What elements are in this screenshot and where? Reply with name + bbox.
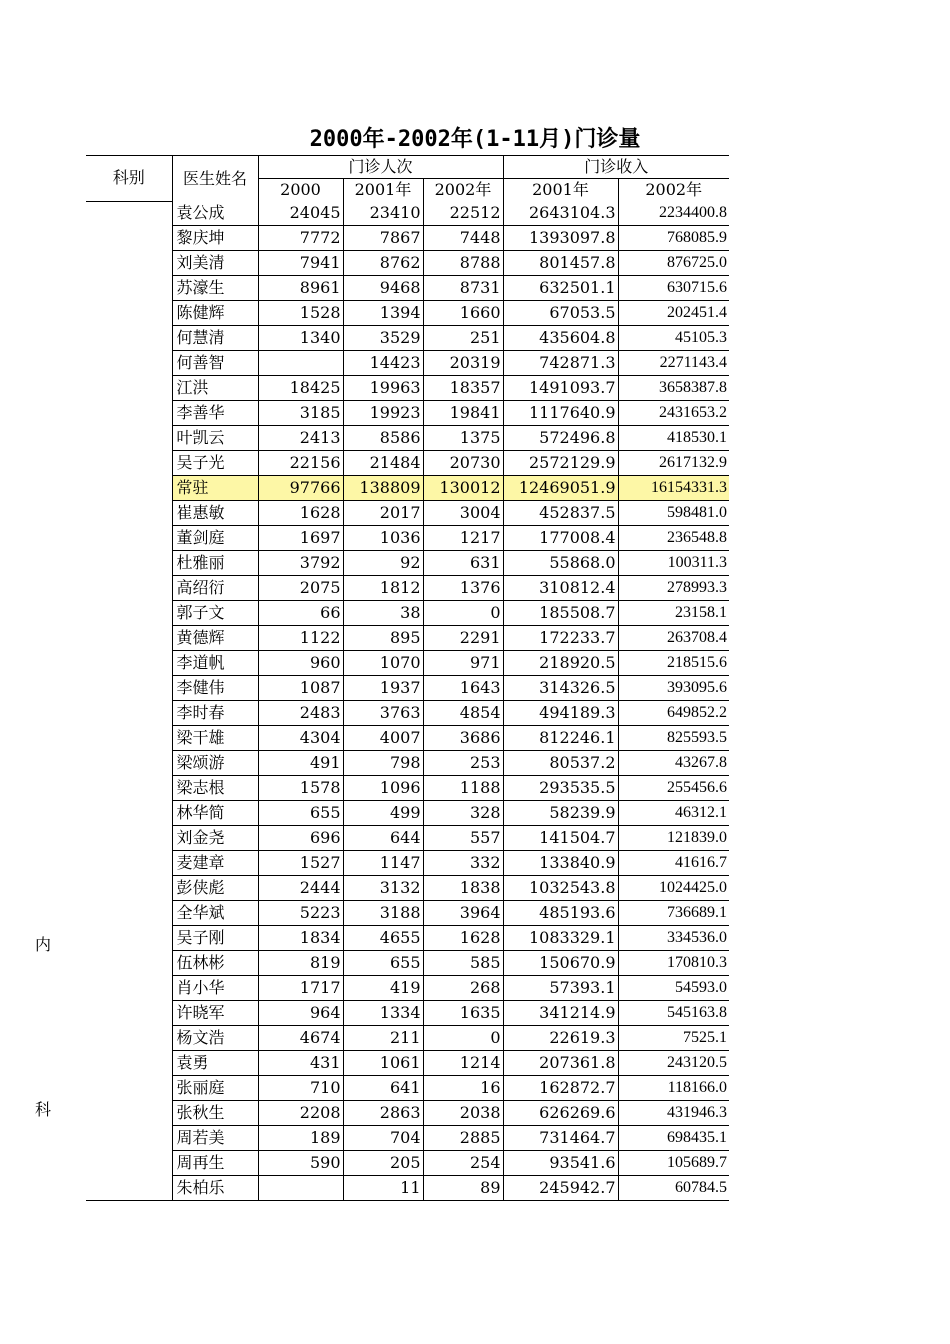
doctor-name-cell: 全华斌: [172, 901, 258, 926]
income-2001-cell: 133840.9: [503, 851, 618, 876]
income-2002-cell: 218515.6: [667, 654, 727, 671]
visits-2002-cell: 251: [423, 326, 503, 351]
table-row: [86, 701, 729, 726]
table-row: [86, 276, 729, 301]
income-2002-cell: 7525.1: [683, 1029, 727, 1046]
income-2001-cell: 185508.7: [503, 601, 618, 626]
doctor-name-cell: 梁颂游: [172, 751, 258, 776]
table-row: [86, 426, 729, 451]
table-row: [86, 1026, 729, 1051]
doctor-name-cell: 彭侠彪: [172, 876, 258, 901]
income-2002-cell: 118166.0: [667, 1079, 727, 1096]
visits-2000-cell: 1834: [258, 926, 343, 951]
doctor-name-cell: 刘美清: [172, 251, 258, 276]
visits-2001-cell: 1036: [343, 526, 423, 551]
income-2001-cell: 435604.8: [503, 326, 618, 351]
visits-2001-cell: 3763: [343, 701, 423, 726]
table-row: [86, 401, 729, 426]
doctor-name-cell: 吴子刚: [172, 926, 258, 951]
table-row: [86, 851, 729, 876]
visits-2001-cell: 1147: [343, 851, 423, 876]
visits-2001-cell: 1070: [343, 651, 423, 676]
visits-2000-cell: 590: [258, 1151, 343, 1176]
visits-2001-cell: 138809: [343, 476, 423, 501]
visits-2002-cell: 253: [423, 751, 503, 776]
visits-2001-cell: 704: [343, 1126, 423, 1151]
doctor-name-cell: 梁志根: [172, 776, 258, 801]
income-2001-cell: 626269.6: [503, 1101, 618, 1126]
income-2001-cell: 1083329.1: [503, 926, 618, 951]
visits-2000-cell: 1697: [258, 526, 343, 551]
visits-2001-cell: 19963: [343, 376, 423, 401]
visits-2000-cell: 491: [258, 751, 343, 776]
income-2002-cell: 278993.3: [667, 579, 727, 596]
doctor-name-cell: 林华简: [172, 801, 258, 826]
table-row: [86, 1076, 729, 1101]
visits-2002-cell: 631: [423, 551, 503, 576]
doctor-name-cell: 董剑庭: [172, 526, 258, 551]
visits-2001-cell: 211: [343, 1026, 423, 1051]
income-2002-cell: 202451.4: [667, 304, 727, 321]
income-2001-cell: 58239.9: [503, 801, 618, 826]
table-row: [86, 1051, 729, 1076]
doctor-name-cell: 李时春: [172, 701, 258, 726]
table-row: [86, 726, 729, 751]
table-row: [86, 801, 729, 826]
doctor-name-cell: 黄德辉: [172, 626, 258, 651]
visits-2000-cell: 1087: [258, 676, 343, 701]
header-visits-group: 门诊人次: [348, 157, 413, 176]
visits-2002-cell: 0: [423, 601, 503, 626]
doctor-name-cell: 常驻: [172, 476, 258, 501]
table-row: [86, 776, 729, 801]
doctor-name-cell: 李善华: [172, 401, 258, 426]
table-row: [86, 251, 729, 276]
income-2001-cell: 162872.7: [503, 1076, 618, 1101]
doctor-name-cell: 郭子文: [172, 601, 258, 626]
visits-2001-cell: 21484: [343, 451, 423, 476]
income-2001-cell: 314326.5: [503, 676, 618, 701]
income-2002-cell: 431946.3: [667, 1104, 727, 1121]
visits-2000-cell: 960: [258, 651, 343, 676]
visits-2001-cell: 7867: [343, 226, 423, 251]
doctor-name-cell: 袁勇: [172, 1051, 258, 1076]
visits-2002-cell: 254: [423, 1151, 503, 1176]
income-2001-cell: 141504.7: [503, 826, 618, 851]
income-2001-cell: 177008.4: [503, 526, 618, 551]
doctor-name-cell: 叶凯云: [172, 426, 258, 451]
visits-2001-cell: 8586: [343, 426, 423, 451]
table-row: [86, 1001, 729, 1026]
visits-2001-cell: 14423: [343, 351, 423, 376]
table-row: [86, 1151, 729, 1176]
table-row: [86, 551, 729, 576]
income-2002-cell: 46312.1: [675, 804, 727, 821]
table-row: [86, 526, 729, 551]
doctor-name-cell: 肖小华: [172, 976, 258, 1001]
table-row: [86, 876, 729, 901]
visits-2001-cell: 1096: [343, 776, 423, 801]
table-row: [86, 676, 729, 701]
visits-2002-cell: 130012: [423, 476, 503, 501]
doctor-name-cell: 李道帆: [172, 651, 258, 676]
visits-2001-cell: 419: [343, 976, 423, 1001]
visits-2002-cell: 1376: [423, 576, 503, 601]
dept-cell: [86, 201, 172, 1201]
visits-2000-cell: 1528: [258, 301, 343, 326]
visits-2002-cell: 332: [423, 851, 503, 876]
doctor-name-cell: 伍林彬: [172, 951, 258, 976]
visits-2000-cell: 2444: [258, 876, 343, 901]
visits-2002-cell: 1660: [423, 301, 503, 326]
table-row: [86, 326, 729, 351]
visits-2001-cell: 11: [343, 1176, 423, 1201]
visits-2002-cell: 3004: [423, 501, 503, 526]
table-row: [86, 476, 729, 501]
table-row: [86, 226, 729, 251]
income-2001-cell: 293535.5: [503, 776, 618, 801]
visits-2001-cell: 655: [343, 951, 423, 976]
income-2002-cell: 825593.5: [667, 729, 727, 746]
visits-2000-cell: 1527: [258, 851, 343, 876]
visits-2001-cell: 3529: [343, 326, 423, 351]
income-2001-cell: 93541.6: [503, 1151, 618, 1176]
header-income-2002: 2002年: [645, 180, 703, 199]
visits-2002-cell: 20730: [423, 451, 503, 476]
visits-2000-cell: [258, 351, 343, 376]
visits-2000-cell: 66: [258, 601, 343, 626]
doctor-name-cell: 袁公成: [172, 201, 258, 226]
visits-2000-cell: 3792: [258, 551, 343, 576]
doctor-name-cell: 崔惠敏: [172, 501, 258, 526]
table-row: [86, 601, 729, 626]
income-2001-cell: 1032543.8: [503, 876, 618, 901]
income-2001-cell: 310812.4: [503, 576, 618, 601]
income-2001-cell: 1117640.9: [503, 401, 618, 426]
visits-2001-cell: 641: [343, 1076, 423, 1101]
visits-2002-cell: 89: [423, 1176, 503, 1201]
income-2002-cell: 2271143.4: [659, 354, 727, 371]
income-2001-cell: 57393.1: [503, 976, 618, 1001]
table-row: [86, 1101, 729, 1126]
visits-2000-cell: 18425: [258, 376, 343, 401]
income-2001-cell: 742871.3: [503, 351, 618, 376]
visits-2002-cell: 2291: [423, 626, 503, 651]
doctor-name-cell: 张丽庭: [172, 1076, 258, 1101]
doctor-name-cell: 吴子光: [172, 451, 258, 476]
income-2002-cell: 60784.5: [675, 1179, 727, 1196]
income-2002-cell: 243120.5: [667, 1054, 727, 1071]
income-2002-cell: 23158.1: [675, 604, 727, 621]
visits-2000-cell: 2208: [258, 1101, 343, 1126]
visits-2001-cell: 1937: [343, 676, 423, 701]
visits-2002-cell: 20319: [423, 351, 503, 376]
income-2001-cell: 207361.8: [503, 1051, 618, 1076]
income-2001-cell: 341214.9: [503, 1001, 618, 1026]
doctor-name-cell: 陈健辉: [172, 301, 258, 326]
visits-2000-cell: 97766: [258, 476, 343, 501]
table-row: [86, 376, 729, 401]
header-dept: 科别: [112, 168, 145, 188]
doctor-name-cell: 杜雅丽: [172, 551, 258, 576]
visits-2002-cell: 18357: [423, 376, 503, 401]
visits-2001-cell: 205: [343, 1151, 423, 1176]
income-2001-cell: 245942.7: [503, 1176, 618, 1201]
visits-2000-cell: 7941: [258, 251, 343, 276]
header-visits-2002: 2002年: [423, 179, 503, 202]
visits-2000-cell: 1122: [258, 626, 343, 651]
income-2001-cell: 572496.8: [503, 426, 618, 451]
doctor-name-cell: 黎庆坤: [172, 226, 258, 251]
income-2002-cell: 768085.9: [667, 229, 727, 246]
doctor-name-cell: 李健伟: [172, 676, 258, 701]
doctor-name-cell: 梁干雄: [172, 726, 258, 751]
table-row: [86, 576, 729, 601]
visits-2002-cell: 4854: [423, 701, 503, 726]
income-2002-cell: 43267.8: [675, 754, 727, 771]
doctor-name-cell: 江洪: [172, 376, 258, 401]
visits-2001-cell: 3188: [343, 901, 423, 926]
visits-2001-cell: 1061: [343, 1051, 423, 1076]
income-2002-cell: 3658387.8: [659, 379, 727, 396]
visits-2001-cell: 19923: [343, 401, 423, 426]
visits-2002-cell: 1217: [423, 526, 503, 551]
doctor-name-cell: 周再生: [172, 1151, 258, 1176]
income-2001-cell: 80537.2: [503, 751, 618, 776]
income-2001-cell: 218920.5: [503, 651, 618, 676]
visits-2002-cell: 1188: [423, 776, 503, 801]
visits-2000-cell: 1717: [258, 976, 343, 1001]
visits-2002-cell: 3964: [423, 901, 503, 926]
income-2002-cell: 2617132.9: [659, 454, 727, 471]
visits-2001-cell: 895: [343, 626, 423, 651]
header-income-group: 门诊收入: [503, 156, 729, 179]
visits-2000-cell: [258, 1176, 343, 1201]
visits-2000-cell: 2075: [258, 576, 343, 601]
doctor-name-cell: 高绍衍: [172, 576, 258, 601]
header-doctor: 医生姓名: [172, 156, 258, 202]
table-row: [86, 976, 729, 1001]
visits-2002-cell: 1838: [423, 876, 503, 901]
visits-2000-cell: 4304: [258, 726, 343, 751]
visits-2000-cell: 4674: [258, 1026, 343, 1051]
visits-2000-cell: 1340: [258, 326, 343, 351]
doctor-name-cell: 杨文浩: [172, 1026, 258, 1051]
visits-2001-cell: 644: [343, 826, 423, 851]
visits-2001-cell: 92: [343, 551, 423, 576]
income-2002-cell: 263708.4: [667, 629, 727, 646]
visits-2000-cell: 655: [258, 801, 343, 826]
income-2001-cell: 801457.8: [503, 251, 618, 276]
income-2002-cell: 236548.8: [667, 529, 727, 546]
visits-2001-cell: 499: [343, 801, 423, 826]
visits-2001-cell: 8762: [343, 251, 423, 276]
visits-2000-cell: 2413: [258, 426, 343, 451]
visits-2000-cell: 3185: [258, 401, 343, 426]
table-row: [86, 651, 729, 676]
visits-2002-cell: 3686: [423, 726, 503, 751]
visits-2000-cell: 7772: [258, 226, 343, 251]
outpatient-table: [86, 155, 729, 1201]
visits-2000-cell: 22156: [258, 451, 343, 476]
visits-2002-cell: 7448: [423, 226, 503, 251]
page-title: 2000年-2002年(1-11月)门诊量: [309, 127, 641, 152]
table-row: [86, 351, 729, 376]
income-2001-cell: 485193.6: [503, 901, 618, 926]
income-2001-cell: 55868.0: [503, 551, 618, 576]
income-2002-cell: 545163.8: [667, 1004, 727, 1021]
visits-2000-cell: 1578: [258, 776, 343, 801]
income-2001-cell: 452837.5: [503, 501, 618, 526]
income-2002-cell: 54593.0: [675, 979, 727, 996]
income-2002-cell: 334536.0: [667, 929, 727, 946]
visits-2001-cell: 4007: [343, 726, 423, 751]
visits-2000-cell: 8961: [258, 276, 343, 301]
dept-label-char-2: 科: [34, 1100, 51, 1119]
visits-2001-cell: 798: [343, 751, 423, 776]
income-2002-cell: 393095.6: [667, 679, 727, 696]
visits-2002-cell: 1635: [423, 1001, 503, 1026]
income-2001-cell: 1393097.8: [503, 226, 618, 251]
visits-2001-cell: 4655: [343, 926, 423, 951]
doctor-name-cell: 何慧清: [172, 326, 258, 351]
visits-2002-cell: 1214: [423, 1051, 503, 1076]
income-2001-cell: 2643104.3: [503, 201, 618, 226]
doctor-name-cell: 许晓军: [172, 1001, 258, 1026]
income-2002-cell: 630715.6: [667, 279, 727, 296]
visits-2002-cell: 22512: [423, 201, 503, 226]
table-body: [86, 201, 729, 1201]
table-row: [86, 201, 729, 226]
income-2001-cell: 1491093.7: [503, 376, 618, 401]
visits-2002-cell: 16: [423, 1076, 503, 1101]
visits-2002-cell: 2885: [423, 1126, 503, 1151]
income-2002-cell: 41616.7: [675, 854, 727, 871]
visits-2001-cell: 3132: [343, 876, 423, 901]
visits-2000-cell: 964: [258, 1001, 343, 1026]
income-2002-cell: 45105.3: [675, 329, 727, 346]
visits-2000-cell: 710: [258, 1076, 343, 1101]
income-2001-cell: 2572129.9: [503, 451, 618, 476]
visits-2002-cell: 19841: [423, 401, 503, 426]
income-2001-cell: 494189.3: [503, 701, 618, 726]
income-2002-cell: 649852.2: [667, 704, 727, 721]
visits-2000-cell: 696: [258, 826, 343, 851]
table-row: [86, 951, 729, 976]
income-2002-cell: 418530.1: [667, 429, 727, 446]
header-visits-2001: 2001年: [343, 179, 423, 202]
header-visits-2000: 2000: [258, 179, 343, 202]
visits-2000-cell: 2483: [258, 701, 343, 726]
table-row: [86, 826, 729, 851]
doctor-name-cell: 何善智: [172, 351, 258, 376]
visits-2001-cell: 1334: [343, 1001, 423, 1026]
visits-2002-cell: 585: [423, 951, 503, 976]
visits-2001-cell: 23410: [343, 201, 423, 226]
income-2002-cell: 736689.1: [667, 904, 727, 921]
table-row: [86, 1126, 729, 1151]
visits-2000-cell: 431: [258, 1051, 343, 1076]
doctor-name-cell: 张秋生: [172, 1101, 258, 1126]
income-2002-cell: 100311.3: [667, 554, 727, 571]
visits-2000-cell: 5223: [258, 901, 343, 926]
income-2002-cell: 105689.7: [667, 1154, 727, 1171]
visits-2002-cell: 0: [423, 1026, 503, 1051]
visits-2001-cell: 1394: [343, 301, 423, 326]
income-2001-cell: 172233.7: [503, 626, 618, 651]
doctor-name-cell: 朱柏乐: [172, 1176, 258, 1201]
visits-2000-cell: 24045: [258, 201, 343, 226]
visits-2001-cell: 2863: [343, 1101, 423, 1126]
income-2001-cell: 812246.1: [503, 726, 618, 751]
income-2001-cell: 150670.9: [503, 951, 618, 976]
visits-2002-cell: 557: [423, 826, 503, 851]
doctor-name-cell: 麦建章: [172, 851, 258, 876]
income-2002-cell: 2431653.2: [659, 404, 727, 421]
doctor-name-cell: 刘金尧: [172, 826, 258, 851]
income-2002-cell: 876725.0: [667, 254, 727, 271]
visits-2000-cell: 819: [258, 951, 343, 976]
table-row: [86, 901, 729, 926]
visits-2000-cell: 1628: [258, 501, 343, 526]
income-2002-cell: 255456.6: [667, 779, 727, 796]
income-2002-cell: 2234400.8: [659, 204, 727, 221]
visits-2002-cell: 8788: [423, 251, 503, 276]
table-row: [86, 451, 729, 476]
visits-2002-cell: 1643: [423, 676, 503, 701]
visits-2002-cell: 8731: [423, 276, 503, 301]
visits-2002-cell: 2038: [423, 1101, 503, 1126]
visits-2002-cell: 1375: [423, 426, 503, 451]
visits-2000-cell: 189: [258, 1126, 343, 1151]
header-income-2001: 2001年: [503, 179, 618, 202]
visits-2001-cell: 1812: [343, 576, 423, 601]
dept-label-char-1: 内: [34, 935, 51, 954]
table-row: [86, 301, 729, 326]
income-2001-cell: 632501.1: [503, 276, 618, 301]
visits-2001-cell: 9468: [343, 276, 423, 301]
income-2001-cell: 22619.3: [503, 1026, 618, 1051]
income-2002-cell: 1024425.0: [659, 879, 727, 896]
table-row: [86, 626, 729, 651]
visits-2001-cell: 2017: [343, 501, 423, 526]
table-row: [86, 501, 729, 526]
income-2001-cell: 67053.5: [503, 301, 618, 326]
visits-2002-cell: 268: [423, 976, 503, 1001]
income-2002-cell: 598481.0: [667, 504, 727, 521]
income-2001-cell: 12469051.9: [503, 476, 618, 501]
visits-2002-cell: 971: [423, 651, 503, 676]
income-2002-cell: 16154331.3: [618, 476, 729, 501]
table-row: [86, 926, 729, 951]
income-2002-cell: 121839.0: [667, 829, 727, 846]
visits-2002-cell: 328: [423, 801, 503, 826]
table-row: [86, 751, 729, 776]
doctor-name-cell: 周若美: [172, 1126, 258, 1151]
income-2001-cell: 731464.7: [503, 1126, 618, 1151]
table-row: [86, 1176, 729, 1201]
visits-2002-cell: 1628: [423, 926, 503, 951]
income-2002-cell: 170810.3: [667, 954, 727, 971]
doctor-name-cell: 苏濠生: [172, 276, 258, 301]
visits-2001-cell: 38: [343, 601, 423, 626]
income-2002-cell: 698435.1: [667, 1129, 727, 1146]
